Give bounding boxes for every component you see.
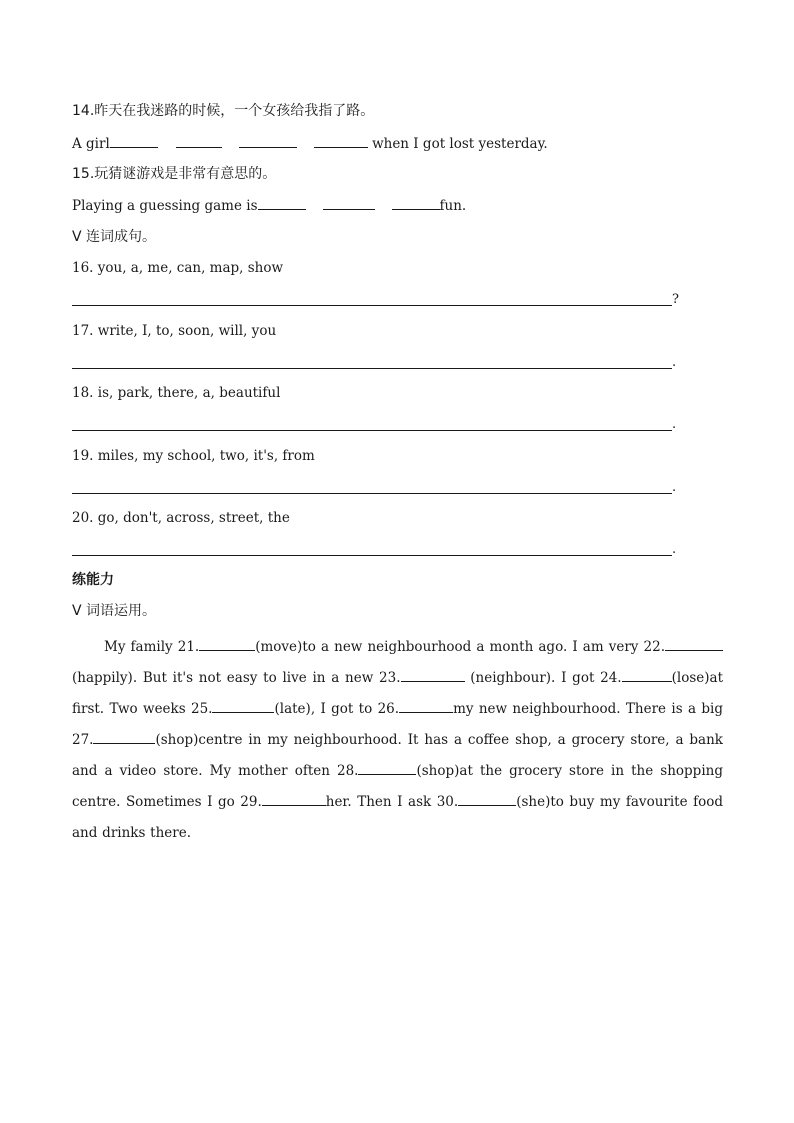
answer-blank-27[interactable] (93, 729, 155, 744)
q15-sentence-end: fun. (439, 198, 467, 214)
answer-blank-23[interactable] (401, 667, 465, 682)
answer-blank[interactable] (392, 196, 440, 210)
q17-answer-line[interactable] (72, 368, 672, 369)
q16-words: 16. you, a, me, can, map, show (72, 260, 284, 276)
section-heading: V 连词成句。 (72, 229, 157, 245)
q14-sentence-start: A girl (72, 136, 110, 152)
answer-blank-30[interactable] (458, 791, 516, 806)
answer-blank-22[interactable] (665, 636, 723, 651)
answer-blank-28[interactable] (358, 760, 416, 775)
q16-end-mark: ? (672, 292, 679, 307)
q18-end-mark: . (672, 417, 677, 432)
answer-blank[interactable] (110, 134, 158, 148)
q20-words: 20. go, don't, across, street, the (72, 510, 290, 526)
section-heading: V 词语运用。 (72, 603, 157, 619)
answer-blank[interactable] (239, 134, 297, 148)
q14-sentence-end: when I got lost yesterday. (367, 136, 548, 152)
q15-sentence (72, 196, 466, 216)
q19-answer-line[interactable] (72, 493, 672, 494)
answer-blank[interactable] (314, 134, 368, 148)
answer-blank-26[interactable] (399, 698, 453, 713)
q20-end-mark: . (672, 542, 677, 557)
q18-answer-line[interactable] (72, 430, 672, 431)
answer-blank[interactable] (258, 196, 306, 210)
ability-heading: 练能力 (72, 572, 114, 588)
q14-sentence (72, 134, 548, 154)
answer-blank-25[interactable] (212, 698, 274, 713)
q19-words: 19. miles, my school, two, it's, from (72, 448, 315, 464)
q19-end-mark: . (672, 480, 677, 495)
cloze-passage: My family 21. (move)to a new neighbourhood a month ago. I am very 22. (happily). But it's not easy to live in a new 23. (neighbour). I got 24. (lose)at first. Two weeks 25. (late), I got to 26. my new neighbourhood. There is a big 27. (shop)centre in my neighbourhood. It has a coffee shop, a grocery store, a bank and a video store. My mother often 28. (shop)at the grocery store in the shopping centre. Sometimes I go 29. her. Then I ask 30. (she)to buy my favourite food and drinks there. (72, 632, 723, 849)
q20-answer-line[interactable] (72, 555, 672, 556)
q15-sentence-start: Playing a guessing game is (72, 198, 258, 214)
answer-blank-24[interactable] (622, 667, 672, 682)
answer-blank-29[interactable] (262, 791, 326, 806)
q17-words: 17. write, I, to, soon, will, you (72, 323, 277, 339)
q15-prompt: 15.玩猜谜游戏是非常有意思的。 (72, 166, 277, 182)
q18-words: 18. is, park, there, a, beautiful (72, 385, 281, 401)
answer-blank[interactable] (323, 196, 375, 210)
q16-answer-line[interactable] (72, 305, 672, 306)
answer-blank-21[interactable] (199, 636, 255, 651)
q14-prompt: 14.昨天在我迷路的时候，一个女孩给我指了路。 (72, 103, 375, 119)
q17-end-mark: . (672, 355, 677, 370)
answer-blank[interactable] (176, 134, 222, 148)
